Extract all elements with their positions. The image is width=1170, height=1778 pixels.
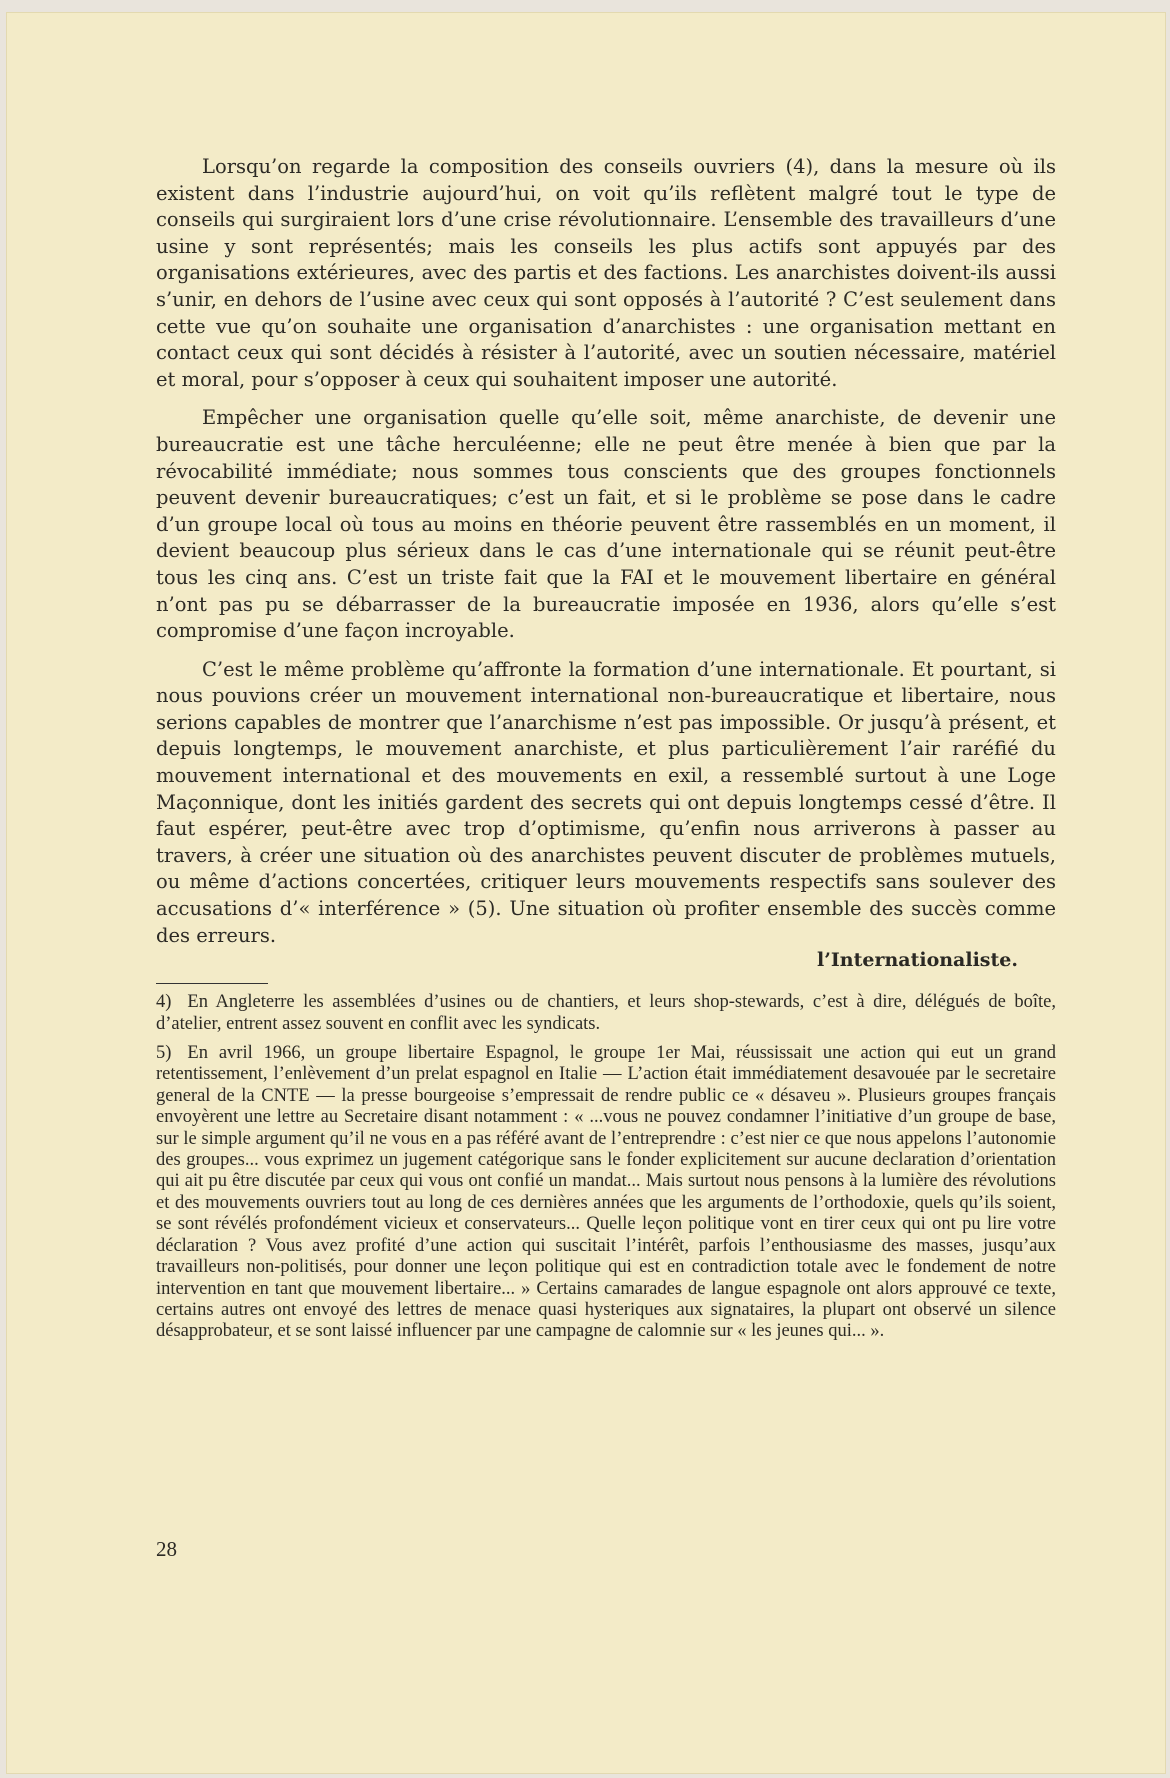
body-paragraph-3: C’est le même problème qu’affronte la formation d’une internationale. Et pourtant, si nous pouvions créer un mouvement international non-bureaucratique et libertaire, nous serions capables de montrer que l’anarchisme n’est pas impossible. Or jusqu’à présent, et depuis longtemps, le mouvement anarchiste, et plus particulièrement l’air raréfié du mouvement international et des mouvements en exil, a ressemblé surtout à une Loge Maçonnique, dont les initiés gardent des secrets qui ont depuis longtemps cessé d’être. Il faut espérer, peut-être avec trop d’optimisme, qu’enfin nous arriverons à passer au travers, à créer une situation où des anarchistes peuvent discuter de problèmes mutuels, ou même d’actions concertées, critiquer leurs mouvements respectifs sans soulever des accusations d’« interférence » (5). Une situation où profiter ensemble des succès comme des erreurs.: [156, 657, 1056, 947]
signature: l’Internationaliste.: [817, 949, 1018, 972]
footnote-divider: [156, 983, 268, 984]
document-page: [6, 12, 1166, 1774]
footnote-4-number: 4): [156, 992, 172, 1013]
page-number: 28: [156, 1537, 177, 1561]
body-paragraph-2: Empêcher une organisation quelle qu’elle soit, même anarchiste, de devenir une bureaucratie est une tâche herculéenne; elle ne peut être menée à bien que par la révocabilité immédiate; nous sommes tous conscients que des groupes fonctionnels peuvent devenir bureaucratiques; c’est un fait, et si le problème se pose dans le cadre d’un groupe local où tous au moins en théorie peuvent être rassemblés en un moment, il devient beaucoup plus sérieux dans le cas d’une internationale qui se réunit peut-être tous les cinq ans. C’est un triste fait que la FAI et le mouvement libertaire en général n’ont pas pu se débarrasser de la bureaucratie imposée en 1936, alors qu’elle s’est compromise d’une façon incroyable.: [156, 406, 1056, 643]
page-content: [156, 154, 1056, 1351]
body-paragraph-1: Lorsqu’on regarde la composition des conseils ouvriers (4), dans la mesure où ils existent dans l’industrie aujourd’hui, on voit qu’ils reflètent malgré tout le type de conseils qui surgiraient lors d’une crise révolutionnaire. L’ensemble des travailleurs d’une usine y sont représentés; mais les conseils les plus actifs sont appuyés par des organisations extérieures, avec des partis et des factions. Les anarchistes doivent-ils aussi s’unir, en dehors de l’usine avec ceux qui sont opposés à l’autorité ? C’est seulement dans cette vue qu’on souhaite une organisation d’anarchistes : une organisation mettant en contact ceux qui sont décidés à résister à l’autorité, avec un soutien nécessaire, matériel et moral, pour s’opposer à ceux qui souhaitent imposer une autorité.: [156, 155, 1056, 391]
footnote-5: [156, 1043, 1056, 1343]
footnote-4-text: En Angleterre les assemblées d’usines ou de chantiers, et leurs shop-stewards, c’est à dire, délégués de boîte, d’atelier, entrent assez souvent en conflit avec les syndicats.: [156, 992, 1056, 1034]
footnote-5-number: 5): [156, 1043, 172, 1064]
footnote-5-text: En avril 1966, un groupe libertaire Espagnol, le groupe 1er Mai, réussissait une action qui eut un grand retentissement, l’enlèvement d’un prelat espagnol en Italie — L’action était immédiatement desavouée par le secretaire general de la CNTE — la presse bourgeoise s’empressait de rendre public ce « désaveu ». Plusieurs groupes français envoyèrent une lettre au Secretaire disant notamment : « ...vous ne pouvez condamner l’initiative d’un groupe de base, sur le simple argument qu’il ne vous en a pas référé avant de l’entreprendre : c’est nier ce que nous appelons l’autonomie des groupes... vous exprimez un jugement catégorique sans le fonder explicitement sur aucune declaration d’orientation qui ait pu être discutée par ceux qui vous ont confié un mandat... Mais surtout nous pensons à la lumière des révolutions et des mouvements ouvriers tout au long de ces dernières années que les arguments de l’orthodoxie, quels qu’ils soient, se sont révélés profondément vicieux et conservateurs... Quelle leçon politique vont en tirer ceux qui ont pu lire votre déclaration ? Vous avez profité d’une action qui suscitait l’intérêt, parfois l’enthousiasme des masses, jusqu’aux travailleurs non-politisés, pour donner une leçon politique qui est en contradiction totale avec le fondement de notre intervention en tant que mouvement libertaire... » Certains camarades de langue espagnole ont alors approuvé ce texte, certains autres ont envoyé des lettres de menace quasi hysteriques aux signataires, la plupart ont observé un silence désapprobateur, et se sont laissé influencer par une campagne de calomnie sur « les jeunes qui... ».: [156, 1043, 1056, 1342]
footnote-4: [156, 992, 1056, 1035]
